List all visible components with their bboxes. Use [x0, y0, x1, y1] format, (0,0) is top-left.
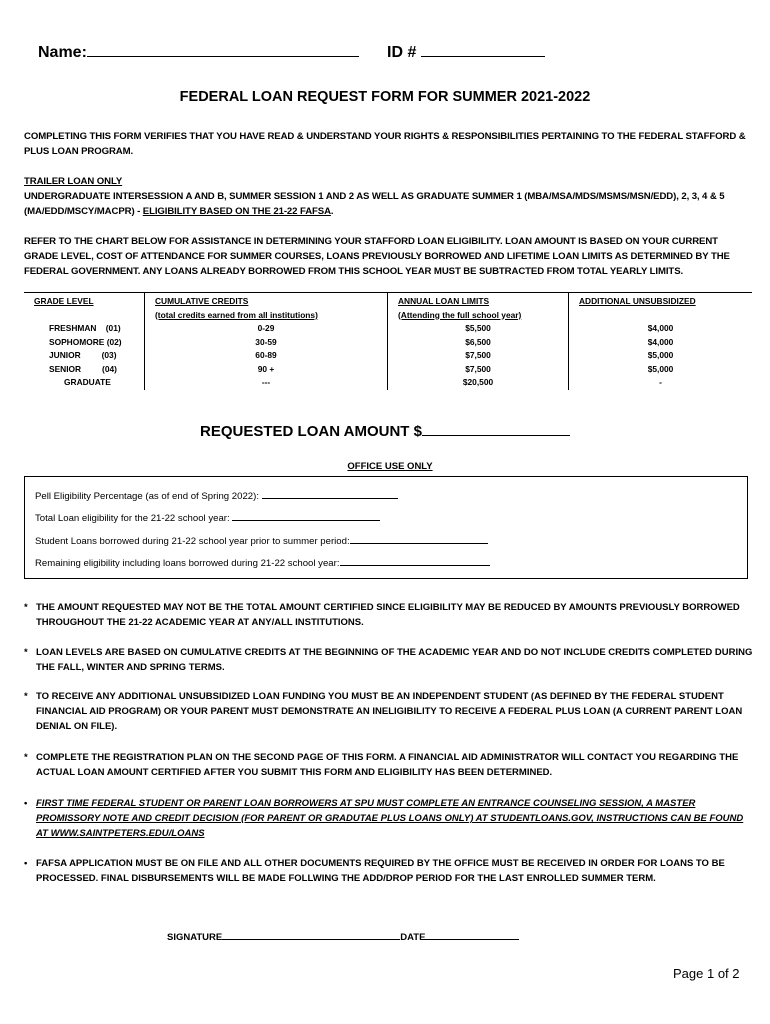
header-additional-unsub: [569, 293, 753, 323]
note-text: FAFSA APPLICATION MUST BE ON FILE AND ALL OTHER DOCUMENTS REQUIRED BY THE OFFICE MUST BE RECEIVED IN ORDER FOR LOANS TO BE PROCESSED. FINAL DISBURSEMENTS WILL BE MADE FOLLWING THE ADD/DROP PERIOD FOR THE LAST ENROLLED SUMMER TERM.: [36, 858, 725, 884]
name-label: Name:: [38, 44, 87, 61]
intro-paragraph: COMPLETING THIS FORM VERIFIES THAT YOU HAVE READ & UNDERSTAND YOUR RIGHTS & RESPONSIBILITIES PERTAINING TO THE FEDERAL STAFFORD & PLUS LOAN PROGRAM.: [24, 131, 746, 157]
trailer-section: [24, 174, 754, 219]
date-blank[interactable]: [425, 939, 519, 940]
loans-borrowed-line[interactable]: [35, 536, 488, 547]
grade-cell: SENIOR (04): [49, 363, 117, 374]
annual-header-sub: (Attending the full school year): [398, 309, 522, 320]
trailer-text: UNDERGRADUATE INTERSESSION A AND B, SUMMER SESSION 1 AND 2 AS WELL AS GRADUATE SUMMER 1 (MBA/MSA/MDS/MSMS/MSN/EDD), 2, 3, 4 & 5 (MA/EDD/MSCY/MACPR) -: [24, 191, 725, 217]
asterisk-icon: *: [24, 691, 28, 702]
bullet-icon: •: [24, 798, 28, 809]
id-label: ID #: [387, 44, 417, 61]
note-item: [24, 750, 754, 780]
table-row: [24, 349, 752, 363]
page-number: Page 1 of 2: [673, 966, 740, 981]
credits-cell: ---: [145, 376, 388, 390]
signature-label: SIGNATURE: [167, 932, 223, 943]
credits-cell: 90 +: [145, 363, 388, 377]
grade-cell: JUNIOR (03): [49, 350, 117, 360]
additional-cell: $4,000: [569, 322, 753, 336]
additional-cell: -: [569, 376, 753, 390]
note-item: [24, 645, 754, 675]
requested-amount-blank[interactable]: [422, 435, 570, 436]
loan-limits-table: [24, 292, 752, 390]
table-row: [24, 363, 752, 377]
credits-cell: 60-89: [145, 349, 388, 363]
total-eligibility-line[interactable]: [35, 513, 380, 524]
id-field[interactable]: [387, 44, 545, 62]
pell-eligibility-label: Pell Eligibility Percentage (as of end of Spring 2022):: [35, 491, 262, 502]
note-item: [24, 856, 754, 886]
eligibility-note: ELIGIBILITY BASED ON THE 21-22 FAFSA: [142, 206, 331, 217]
table-header-row: [24, 293, 752, 323]
signature-line[interactable]: [167, 932, 519, 943]
annual-header-label: ANNUAL LOAN LIMITS: [398, 296, 490, 306]
id-blank[interactable]: [421, 56, 545, 57]
note-text: COMPLETE THE REGISTRATION PLAN ON THE SECOND PAGE OF THIS FORM. A FINANCIAL AID ADMINISTRATOR WILL CONTACT YOU REGARDING THE ACTUAL LOAN AMOUNT CERTIFIED AFTER YOU SUBMIT THIS FORM AND ELIGIBILITY HAS BEEN DETERMINED.: [36, 752, 739, 778]
grade-cell: SOPHOMORE (02): [49, 336, 122, 347]
table-row: [24, 376, 752, 390]
grade-cell: FRESHMAN (01): [49, 323, 121, 333]
refer-paragraph: REFER TO THE CHART BELOW FOR ASSISTANCE IN DETERMINING YOUR STAFFORD LOAN ELIGIBILITY. LOAN AMOUNT IS BASED ON YOUR CURRENT GRADE LEVEL, COST OF ATTENDANCE FOR SUMMER COURSES, LOANS PREVIOUSLY BORROWED AND LIFETIME LOAN LIMITS AS DETERMINED BY THE FEDERAL GOVERNMENT. ANY LOANS ALREADY BORROWED FROM THIS SCHOOL YEAR MUST BE SUBTRACTED FROM TOTAL YEARLY LIMITS.: [24, 236, 730, 277]
requested-amount-label: REQUESTED LOAN AMOUNT $: [200, 423, 422, 440]
credits-cell: 0-29: [145, 322, 388, 336]
name-blank[interactable]: [87, 56, 359, 57]
pell-eligibility-line[interactable]: [35, 491, 398, 502]
table-row: [24, 322, 752, 336]
additional-cell: $5,000: [569, 349, 753, 363]
asterisk-icon: *: [24, 752, 28, 763]
form-title: FEDERAL LOAN REQUEST FORM FOR SUMMER 2021-2022: [179, 89, 591, 105]
grade-header-label: GRADE LEVEL: [34, 296, 94, 306]
remaining-eligibility-line[interactable]: [35, 558, 490, 569]
note-item: [24, 796, 754, 841]
requested-amount-field[interactable]: [0, 423, 770, 440]
additional-cell: $4,000: [569, 336, 753, 350]
annual-cell: $20,500: [388, 376, 569, 390]
bullet-icon: •: [24, 858, 28, 869]
credits-header-label: CUMULATIVE CREDITS: [155, 296, 249, 306]
loans-borrowed-label: Student Loans borrowed during 21-22 school year prior to summer period:: [35, 536, 350, 547]
credits-cell: 30-59: [145, 336, 388, 350]
header-annual-limits: [388, 293, 569, 323]
total-eligibility-blank[interactable]: [232, 520, 380, 521]
signature-blank[interactable]: [222, 939, 400, 940]
credits-header-sub: (total credits earned from all institutions): [155, 309, 318, 320]
grade-cell: GRADUATE: [64, 377, 111, 387]
trailer-heading: TRAILER LOAN ONLY: [24, 176, 123, 187]
total-eligibility-label: Total Loan eligibility for the 21-22 school year:: [35, 513, 233, 524]
office-use-title: OFFICE USE ONLY: [347, 461, 433, 472]
annual-cell: $6,500: [388, 336, 569, 350]
annual-cell: $5,500: [388, 322, 569, 336]
asterisk-icon: *: [24, 602, 28, 613]
date-label: DATE: [400, 932, 426, 943]
remaining-eligibility-blank[interactable]: [340, 565, 490, 566]
header-cumulative-credits: [145, 293, 388, 323]
name-field[interactable]: [38, 44, 359, 62]
additional-cell: $5,000: [569, 363, 753, 377]
trailer-end: .: [330, 206, 334, 217]
office-use-box: [24, 476, 748, 579]
note-text: TO RECEIVE ANY ADDITIONAL UNSUBSIDIZED LOAN FUNDING YOU MUST BE AN INDEPENDENT STUDENT (AS DEFINED BY THE FEDERAL STUDENT FINANCIAL AID PROGRAM) OR YOUR PARENT MUST DEMONSTRATE AN INELIGIBILITY TO RECEIVE A FEDERAL PLUS LOAN (A CURRENT PARENT LOAN DENIAL ON FILE).: [36, 691, 743, 732]
note-text: THE AMOUNT REQUESTED MAY NOT BE THE TOTAL AMOUNT CERTIFIED SINCE ELIGIBILITY MAY BE REDUCED BY AMOUNTS PREVIOUSLY BORROWED THROUGHOUT THE 21-22 ACADEMIC YEAR AT ANY/ALL INSTITUTIONS.: [36, 602, 740, 628]
loans-borrowed-blank[interactable]: [350, 543, 488, 544]
annual-cell: $7,500: [388, 349, 569, 363]
table-row: [24, 336, 752, 350]
header-grade-level: [24, 293, 145, 323]
note-text-counseling: FIRST TIME FEDERAL STUDENT OR PARENT LOAN BORROWERS AT SPU MUST COMPLETE AN ENTRANCE COUNSELING SESSION, A MASTER PROMISSORY NOTE AND CREDIT DECISION (FOR PARENT OR GRADUTAE PLUS LOANS ONLY) AT STUDENTLOANS.GOV, INSTRUCTIONS CAN BE FOUND AT WWW.SAINTPETERS.EDU/LOANS: [36, 798, 744, 839]
asterisk-icon: *: [24, 647, 28, 658]
note-text: LOAN LEVELS ARE BASED ON CUMULATIVE CREDITS AT THE BEGINNING OF THE ACADEMIC YEAR AND DO NOT INCLUDE CREDITS COMPLETED DURING THE FALL, WINTER AND SPRING TERMS.: [36, 647, 753, 673]
additional-header-label: ADDITIONAL UNSUBSIDIZED: [579, 296, 696, 306]
annual-cell: $7,500: [388, 363, 569, 377]
pell-eligibility-blank[interactable]: [262, 498, 398, 499]
note-item: [24, 600, 754, 630]
remaining-eligibility-label: Remaining eligibility including loans borrowed during 21-22 school year:: [35, 558, 340, 569]
note-item: [24, 689, 754, 734]
